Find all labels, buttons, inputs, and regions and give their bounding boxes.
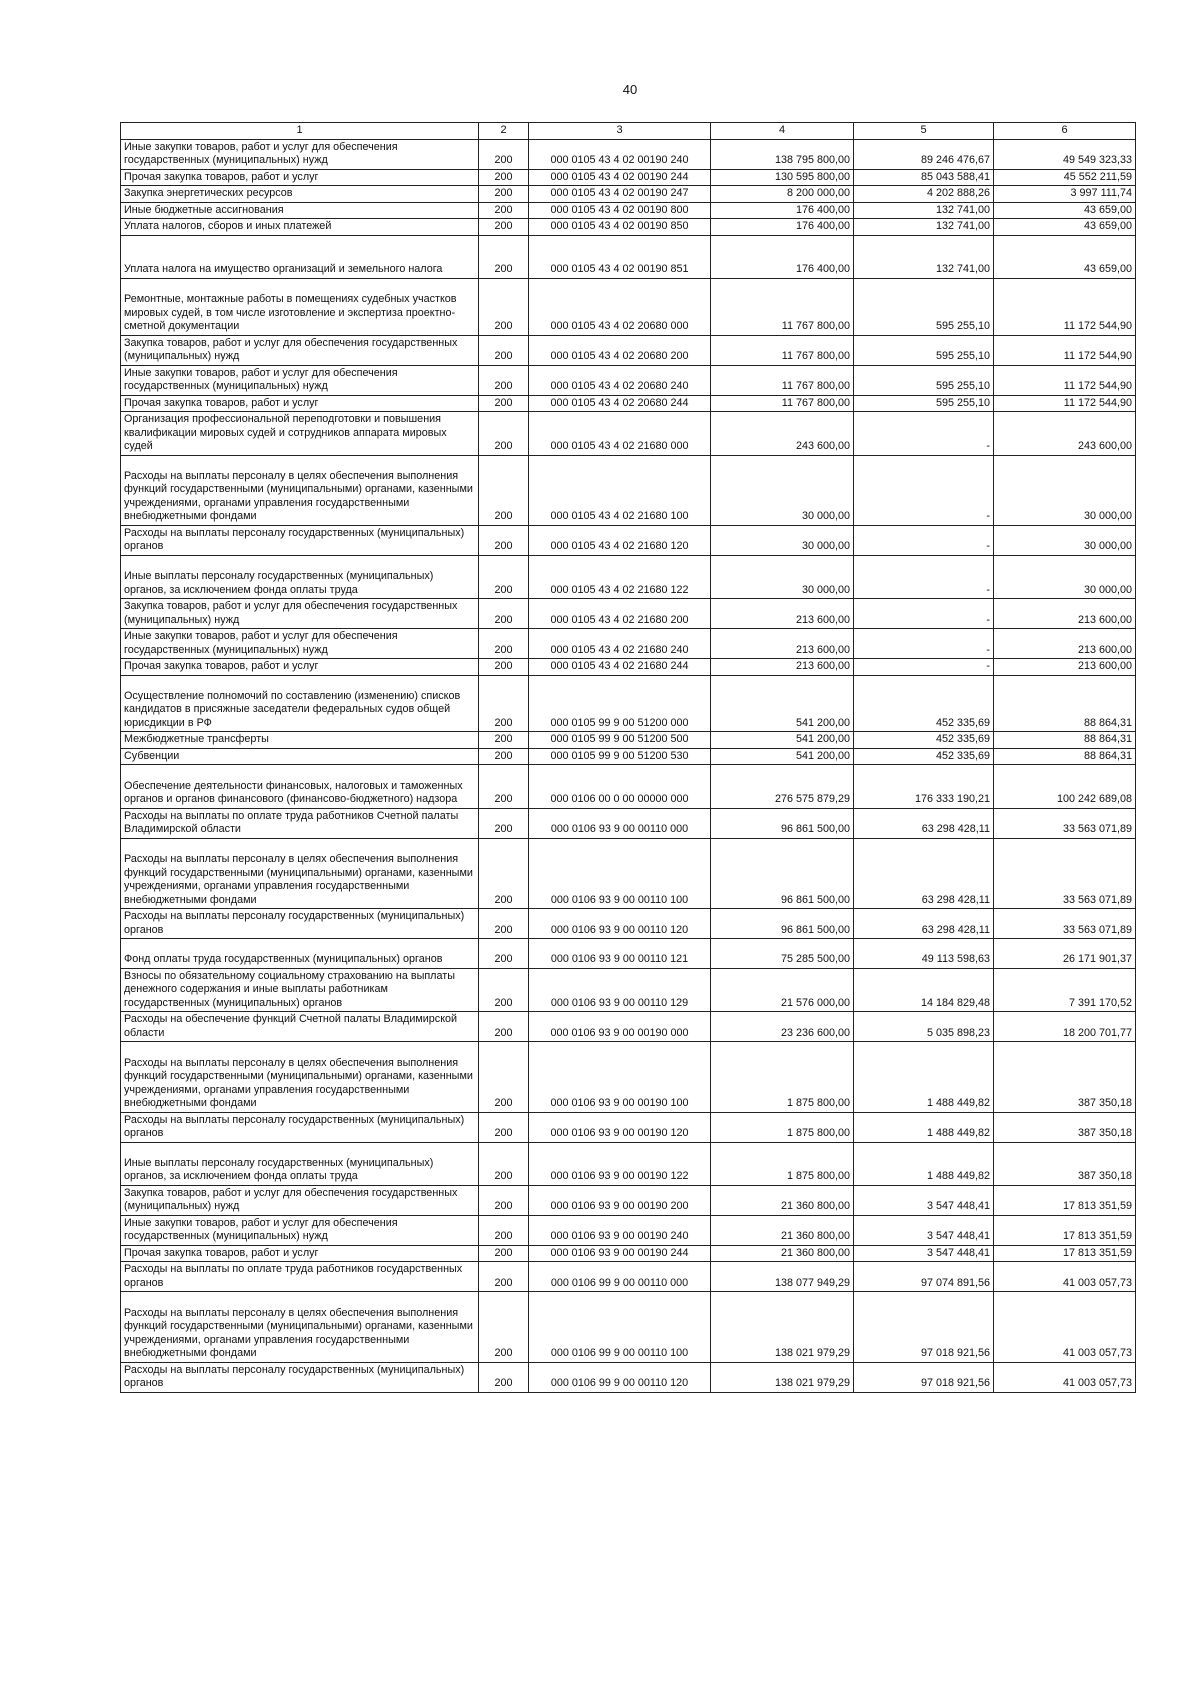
admin-code-cell: 200 [479,808,529,838]
budget-code-cell: 000 0105 43 4 02 21680 120 [529,525,711,555]
row-name-cell: Расходы на выплаты по оплате труда работников Счетной палаты Владимирской области [121,808,479,838]
row-name-cell: Иные выплаты персоналу государственных (муниципальных) органов, за исключением фонда оплаты труда [121,555,479,598]
column-number: 5 [854,123,994,140]
executed-amount-cell: 452 335,69 [854,675,994,732]
approved-amount-cell: 21 360 800,00 [711,1245,854,1262]
unexecuted-amount-cell: 213 600,00 [994,629,1136,659]
row-name-cell: Расходы на выплаты персоналу государственных (муниципальных) органов [121,525,479,555]
budget-code-cell: 000 0105 43 4 02 21680 200 [529,599,711,629]
unexecuted-amount-cell: 88 864,31 [994,732,1136,749]
approved-amount-cell: 75 285 500,00 [711,939,854,969]
executed-amount-cell: 176 333 190,21 [854,765,994,808]
unexecuted-amount-cell: 41 003 057,73 [994,1362,1136,1392]
budget-code-cell: 000 0105 43 4 02 21680 240 [529,629,711,659]
table-row [121,1012,1136,1042]
table-row [121,838,1136,908]
approved-amount-cell: 213 600,00 [711,599,854,629]
budget-code-cell: 000 0105 43 4 02 00190 240 [529,139,711,169]
admin-code-cell: 200 [479,169,529,186]
row-name-cell: Иные закупки товаров, работ и услуг для обеспечения государственных (муниципальных) нужд [121,1215,479,1245]
unexecuted-amount-cell: 17 813 351,59 [994,1215,1136,1245]
budget-code-cell: 000 0106 93 9 00 00110 120 [529,909,711,939]
admin-code-cell: 200 [479,278,529,335]
admin-code-cell: 200 [479,1142,529,1185]
row-name-cell: Расходы на выплаты по оплате труда работников государственных органов [121,1262,479,1292]
executed-amount-cell: 452 335,69 [854,748,994,765]
unexecuted-amount-cell: 88 864,31 [994,675,1136,732]
budget-execution-table [120,122,1136,1393]
table-row [121,202,1136,219]
approved-amount-cell: 96 861 500,00 [711,909,854,939]
budget-code-cell: 000 0105 43 4 02 21680 100 [529,455,711,525]
budget-code-cell: 000 0105 43 4 02 20680 000 [529,278,711,335]
table-row [121,1362,1136,1392]
unexecuted-amount-cell: 49 549 323,33 [994,139,1136,169]
row-name-cell: Расходы на выплаты персоналу в целях обеспечения выполнения функций государственными (муниципальными) органами, казенными учреждениями, органами управления государственными внебюджетными фондами [121,838,479,908]
row-name-cell: Закупка товаров, работ и услуг для обеспечения государственных (муниципальных) нужд [121,335,479,365]
approved-amount-cell: 23 236 600,00 [711,1012,854,1042]
approved-amount-cell: 30 000,00 [711,455,854,525]
table-row [121,335,1136,365]
approved-amount-cell: 11 767 800,00 [711,395,854,412]
approved-amount-cell: 243 600,00 [711,412,854,456]
unexecuted-amount-cell: 30 000,00 [994,525,1136,555]
admin-code-cell: 200 [479,909,529,939]
row-name-cell: Иные закупки товаров, работ и услуг для обеспечения государственных (муниципальных) нужд [121,629,479,659]
approved-amount-cell: 138 795 800,00 [711,139,854,169]
executed-amount-cell: 89 246 476,67 [854,139,994,169]
executed-amount-cell: - [854,659,994,676]
unexecuted-amount-cell: 7 391 170,52 [994,968,1136,1012]
unexecuted-amount-cell: 11 172 544,90 [994,278,1136,335]
executed-amount-cell: - [854,599,994,629]
executed-amount-cell: - [854,455,994,525]
admin-code-cell: 200 [479,748,529,765]
approved-amount-cell: 30 000,00 [711,555,854,598]
row-name-cell: Осуществление полномочий по составлению (изменению) списков кандидатов в присяжные заседатели федеральных судов общей юрисдикции в РФ [121,675,479,732]
admin-code-cell: 200 [479,968,529,1012]
approved-amount-cell: 96 861 500,00 [711,838,854,908]
executed-amount-cell: 595 255,10 [854,395,994,412]
table-row [121,1292,1136,1362]
admin-code-cell: 200 [479,219,529,236]
admin-code-cell: 200 [479,599,529,629]
admin-code-cell: 200 [479,202,529,219]
executed-amount-cell: 85 043 588,41 [854,169,994,186]
row-name-cell: Прочая закупка товаров, работ и услуг [121,659,479,676]
approved-amount-cell: 1 875 800,00 [711,1042,854,1112]
unexecuted-amount-cell: 213 600,00 [994,599,1136,629]
approved-amount-cell: 1 875 800,00 [711,1142,854,1185]
budget-code-cell: 000 0106 99 9 00 00110 100 [529,1292,711,1362]
executed-amount-cell: 3 547 448,41 [854,1185,994,1215]
unexecuted-amount-cell: 30 000,00 [994,555,1136,598]
admin-code-cell: 200 [479,335,529,365]
unexecuted-amount-cell: 43 659,00 [994,219,1136,236]
admin-code-cell: 200 [479,1185,529,1215]
table-row [121,1185,1136,1215]
unexecuted-amount-cell: 33 563 071,89 [994,838,1136,908]
row-name-cell: Прочая закупка товаров, работ и услуг [121,395,479,412]
executed-amount-cell: 63 298 428,11 [854,909,994,939]
table-row [121,675,1136,732]
budget-code-cell: 000 0106 99 9 00 00110 000 [529,1262,711,1292]
budget-code-cell: 000 0106 93 9 00 00110 129 [529,968,711,1012]
unexecuted-amount-cell: 11 172 544,90 [994,395,1136,412]
row-name-cell: Закупка энергетических ресурсов [121,186,479,203]
table-row [121,186,1136,203]
unexecuted-amount-cell: 17 813 351,59 [994,1185,1136,1215]
row-name-cell: Закупка товаров, работ и услуг для обеспечения государственных (муниципальных) нужд [121,599,479,629]
approved-amount-cell: 1 875 800,00 [711,1112,854,1142]
row-name-cell: Расходы на выплаты персоналу государственных (муниципальных) органов [121,1362,479,1392]
approved-amount-cell: 130 595 800,00 [711,169,854,186]
executed-amount-cell: 132 741,00 [854,202,994,219]
table-row [121,808,1136,838]
column-number: 4 [711,123,854,140]
unexecuted-amount-cell: 43 659,00 [994,235,1136,278]
approved-amount-cell: 8 200 000,00 [711,186,854,203]
executed-amount-cell: 1 488 449,82 [854,1042,994,1112]
table-row [121,139,1136,169]
budget-code-cell: 000 0105 43 4 02 00190 850 [529,219,711,236]
row-name-cell: Ремонтные, монтажные работы в помещениях судебных участков мировых судей, в том числе изготовление и экспертиза проектно-сметной документации [121,278,479,335]
budget-code-cell: 000 0105 43 4 02 00190 244 [529,169,711,186]
executed-amount-cell: - [854,555,994,598]
column-number: 6 [994,123,1136,140]
executed-amount-cell: - [854,629,994,659]
page-number: 40 [622,82,638,97]
executed-amount-cell: 5 035 898,23 [854,1012,994,1042]
admin-code-cell: 200 [479,1042,529,1112]
unexecuted-amount-cell: 30 000,00 [994,455,1136,525]
table-row [121,278,1136,335]
approved-amount-cell: 11 767 800,00 [711,335,854,365]
table-row [121,235,1136,278]
unexecuted-amount-cell: 100 242 689,08 [994,765,1136,808]
row-name-cell: Расходы на выплаты персоналу государственных (муниципальных) органов [121,909,479,939]
approved-amount-cell: 541 200,00 [711,748,854,765]
row-name-cell: Расходы на выплаты персоналу в целях обеспечения выполнения функций государственными (муниципальными) органами, казенными учреждениями, органами управления государственными внебюджетными фондами [121,1042,479,1112]
executed-amount-cell: 132 741,00 [854,235,994,278]
executed-amount-cell: 132 741,00 [854,219,994,236]
approved-amount-cell: 176 400,00 [711,202,854,219]
approved-amount-cell: 138 077 949,29 [711,1262,854,1292]
table-row [121,659,1136,676]
admin-code-cell: 200 [479,659,529,676]
column-number: 2 [479,123,529,140]
executed-amount-cell: 595 255,10 [854,278,994,335]
admin-code-cell: 200 [479,139,529,169]
admin-code-cell: 200 [479,455,529,525]
executed-amount-cell: 3 547 448,41 [854,1245,994,1262]
budget-code-cell: 000 0105 99 9 00 51200 000 [529,675,711,732]
unexecuted-amount-cell: 33 563 071,89 [994,808,1136,838]
budget-code-cell: 000 0105 43 4 02 21680 244 [529,659,711,676]
admin-code-cell: 200 [479,186,529,203]
executed-amount-cell: 595 255,10 [854,365,994,395]
approved-amount-cell: 11 767 800,00 [711,278,854,335]
table-row [121,395,1136,412]
table-row [121,412,1136,456]
table-row [121,765,1136,808]
executed-amount-cell: 97 018 921,56 [854,1362,994,1392]
table-row [121,939,1136,969]
row-name-cell: Иные закупки товаров, работ и услуг для обеспечения государственных (муниципальных) нужд [121,139,479,169]
executed-amount-cell: 1 488 449,82 [854,1142,994,1185]
unexecuted-amount-cell: 45 552 211,59 [994,169,1136,186]
row-name-cell: Взносы по обязательному социальному страхованию на выплаты денежного содержания и иные выплаты работникам государственных (муниципальных) органов [121,968,479,1012]
budget-code-cell: 000 0106 00 0 00 00000 000 [529,765,711,808]
row-name-cell: Расходы на выплаты персоналу в целях обеспечения выполнения функций государственными (муниципальными) органами, казенными учреждениями, органами управления государственными внебюджетными фондами [121,455,479,525]
budget-code-cell: 000 0105 43 4 02 20680 244 [529,395,711,412]
budget-code-cell: 000 0105 99 9 00 51200 530 [529,748,711,765]
admin-code-cell: 200 [479,235,529,278]
admin-code-cell: 200 [479,939,529,969]
executed-amount-cell: 4 202 888,26 [854,186,994,203]
executed-amount-cell: 63 298 428,11 [854,808,994,838]
executed-amount-cell: 452 335,69 [854,732,994,749]
budget-code-cell: 000 0105 43 4 02 21680 122 [529,555,711,598]
approved-amount-cell: 541 200,00 [711,675,854,732]
executed-amount-cell: 49 113 598,63 [854,939,994,969]
unexecuted-amount-cell: 213 600,00 [994,659,1136,676]
approved-amount-cell: 30 000,00 [711,525,854,555]
budget-code-cell: 000 0106 93 9 00 00190 100 [529,1042,711,1112]
budget-code-cell: 000 0105 43 4 02 00190 247 [529,186,711,203]
approved-amount-cell: 96 861 500,00 [711,808,854,838]
row-name-cell: Расходы на выплаты персоналу государственных (муниципальных) органов [121,1112,479,1142]
budget-code-cell: 000 0106 93 9 00 00190 244 [529,1245,711,1262]
column-number-row [121,123,1136,140]
admin-code-cell: 200 [479,1012,529,1042]
row-name-cell: Прочая закупка товаров, работ и услуг [121,169,479,186]
table-row [121,365,1136,395]
unexecuted-amount-cell: 243 600,00 [994,412,1136,456]
approved-amount-cell: 276 575 879,29 [711,765,854,808]
unexecuted-amount-cell: 3 997 111,74 [994,186,1136,203]
table-row [121,1142,1136,1185]
unexecuted-amount-cell: 387 350,18 [994,1112,1136,1142]
row-name-cell: Межбюджетные трансферты [121,732,479,749]
approved-amount-cell: 176 400,00 [711,219,854,236]
budget-code-cell: 000 0106 93 9 00 00190 122 [529,1142,711,1185]
row-name-cell: Расходы на обеспечение функций Счетной палаты Владимирской области [121,1012,479,1042]
unexecuted-amount-cell: 11 172 544,90 [994,365,1136,395]
executed-amount-cell: 63 298 428,11 [854,838,994,908]
table-row [121,599,1136,629]
admin-code-cell: 200 [479,525,529,555]
table-row [121,909,1136,939]
column-number: 1 [121,123,479,140]
row-name-cell: Иные выплаты персоналу государственных (муниципальных) органов, за исключением фонда оплаты труда [121,1142,479,1185]
executed-amount-cell: 3 547 448,41 [854,1215,994,1245]
row-name-cell: Субвенции [121,748,479,765]
unexecuted-amount-cell: 387 350,18 [994,1042,1136,1112]
table-row [121,1112,1136,1142]
approved-amount-cell: 176 400,00 [711,235,854,278]
admin-code-cell: 200 [479,1245,529,1262]
budget-code-cell: 000 0105 99 9 00 51200 500 [529,732,711,749]
budget-code-cell: 000 0106 93 9 00 00190 120 [529,1112,711,1142]
unexecuted-amount-cell: 11 172 544,90 [994,335,1136,365]
table-row [121,525,1136,555]
executed-amount-cell: - [854,525,994,555]
admin-code-cell: 200 [479,412,529,456]
budget-code-cell: 000 0106 93 9 00 00110 000 [529,808,711,838]
admin-code-cell: 200 [479,765,529,808]
unexecuted-amount-cell: 18 200 701,77 [994,1012,1136,1042]
row-name-cell: Закупка товаров, работ и услуг для обеспечения государственных (муниципальных) нужд [121,1185,479,1215]
row-name-cell: Прочая закупка товаров, работ и услуг [121,1245,479,1262]
approved-amount-cell: 138 021 979,29 [711,1362,854,1392]
budget-code-cell: 000 0105 43 4 02 21680 000 [529,412,711,456]
table-row [121,455,1136,525]
budget-code-cell: 000 0106 93 9 00 00110 100 [529,838,711,908]
unexecuted-amount-cell: 17 813 351,59 [994,1245,1136,1262]
executed-amount-cell: 1 488 449,82 [854,1112,994,1142]
approved-amount-cell: 138 021 979,29 [711,1292,854,1362]
budget-code-cell: 000 0105 43 4 02 20680 240 [529,365,711,395]
table-row [121,555,1136,598]
budget-code-cell: 000 0105 43 4 02 20680 200 [529,335,711,365]
admin-code-cell: 200 [479,675,529,732]
budget-code-cell: 000 0105 43 4 02 00190 800 [529,202,711,219]
row-name-cell: Расходы на выплаты персоналу в целях обеспечения выполнения функций государственными (муниципальными) органами, казенными учреждениями, органами управления государственными внебюджетными фондами [121,1292,479,1362]
budget-code-cell: 000 0105 43 4 02 00190 851 [529,235,711,278]
executed-amount-cell: 14 184 829,48 [854,968,994,1012]
unexecuted-amount-cell: 41 003 057,73 [994,1292,1136,1362]
executed-amount-cell: 595 255,10 [854,335,994,365]
unexecuted-amount-cell: 33 563 071,89 [994,909,1136,939]
admin-code-cell: 200 [479,1215,529,1245]
table-row [121,748,1136,765]
row-name-cell: Иные закупки товаров, работ и услуг для обеспечения государственных (муниципальных) нужд [121,365,479,395]
unexecuted-amount-cell: 88 864,31 [994,748,1136,765]
table-row [121,968,1136,1012]
approved-amount-cell: 21 360 800,00 [711,1215,854,1245]
admin-code-cell: 200 [479,395,529,412]
admin-code-cell: 200 [479,1292,529,1362]
budget-code-cell: 000 0106 99 9 00 00110 120 [529,1362,711,1392]
budget-code-cell: 000 0106 93 9 00 00190 240 [529,1215,711,1245]
admin-code-cell: 200 [479,732,529,749]
admin-code-cell: 200 [479,629,529,659]
approved-amount-cell: 21 576 000,00 [711,968,854,1012]
admin-code-cell: 200 [479,1262,529,1292]
admin-code-cell: 200 [479,555,529,598]
table-row [121,169,1136,186]
budget-code-cell: 000 0106 93 9 00 00190 200 [529,1185,711,1215]
row-name-cell: Организация профессиональной переподготовки и повышения квалификации мировых судей и сотрудников аппарата мировых судей [121,412,479,456]
executed-amount-cell: 97 018 921,56 [854,1292,994,1362]
unexecuted-amount-cell: 43 659,00 [994,202,1136,219]
row-name-cell: Обеспечение деятельности финансовых, налоговых и таможенных органов и органов финансового (финансово-бюджетного) надзора [121,765,479,808]
table-row [121,732,1136,749]
admin-code-cell: 200 [479,365,529,395]
executed-amount-cell: 97 074 891,56 [854,1262,994,1292]
admin-code-cell: 200 [479,1112,529,1142]
row-name-cell: Иные бюджетные ассигнования [121,202,479,219]
table-row [121,219,1136,236]
row-name-cell: Уплата налога на имущество организаций и земельного налога [121,235,479,278]
table-row [121,1245,1136,1262]
approved-amount-cell: 213 600,00 [711,659,854,676]
admin-code-cell: 200 [479,838,529,908]
row-name-cell: Уплата налогов, сборов и иных платежей [121,219,479,236]
unexecuted-amount-cell: 41 003 057,73 [994,1262,1136,1292]
row-name-cell: Фонд оплаты труда государственных (муниципальных) органов [121,939,479,969]
table-row [121,629,1136,659]
unexecuted-amount-cell: 387 350,18 [994,1142,1136,1185]
table-row [121,1042,1136,1112]
table-body [121,123,1136,1393]
admin-code-cell: 200 [479,1362,529,1392]
unexecuted-amount-cell: 26 171 901,37 [994,939,1136,969]
budget-code-cell: 000 0106 93 9 00 00190 000 [529,1012,711,1042]
approved-amount-cell: 21 360 800,00 [711,1185,854,1215]
budget-code-cell: 000 0106 93 9 00 00110 121 [529,939,711,969]
approved-amount-cell: 541 200,00 [711,732,854,749]
executed-amount-cell: - [854,412,994,456]
table-row [121,1262,1136,1292]
approved-amount-cell: 11 767 800,00 [711,365,854,395]
approved-amount-cell: 213 600,00 [711,629,854,659]
column-number: 3 [529,123,711,140]
table-row [121,1215,1136,1245]
